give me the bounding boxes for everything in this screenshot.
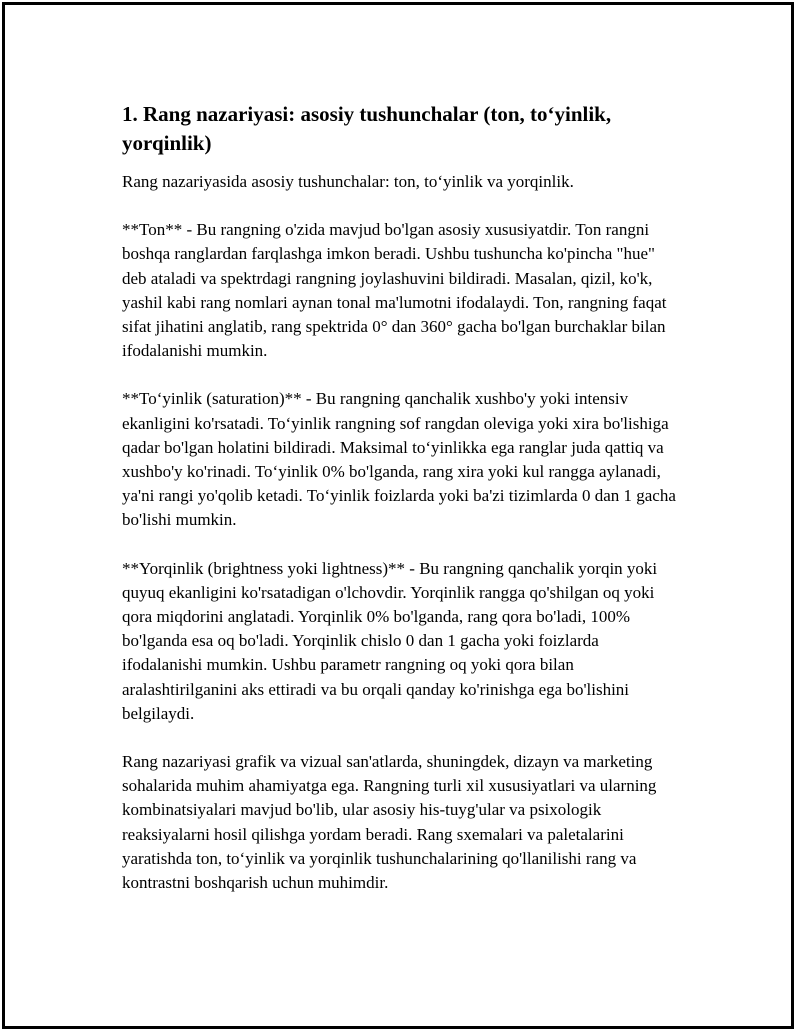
paragraph-conclusion: Rang nazariyasi grafik va vizual san'atlarda, shuningdek, dizayn va marketing sohalarida muhim ahamiyatga ega. Rangning turli xil xususiyatlari va ularning kombinatsiyalari mavjud bo'lib, ular asosiy his-tuyg'ular va psixologik reaksiyalarni hosil qilishga yordam beradi. Rang sxemalari va paletalarini yaratishda ton, to‘yinlik va yorqinlik tushunchalarining qo'llanilishi rang va kontrastni boshqarish uchun muhimdir. <box>122 752 657 893</box>
page-frame <box>2 2 794 1029</box>
document-title: 1. Rang nazariyasi: asosiy tushunchalar (ton, to‘yinlik, yorqinlik) <box>122 102 612 155</box>
document-body <box>122 100 682 919</box>
paragraph-intro: Rang nazariyasida asosiy tushunchalar: ton, to‘yinlik va yorqinlik. <box>122 172 574 191</box>
paragraph-ton: **Ton** - Bu rangning o'zida mavjud bo'lgan asosiy xususiyatdir. Ton rangni boshqa ranglardan farqlashga imkon beradi. Ushbu tushuncha ko'pincha "hue" deb ataladi va spektrdagi rangning joylashuvini bildiradi. Masalan, qizil, ko'k, yashil kabi rang nomlari aynan tonal ma'lumotni ifodalaydi. Ton, rangning faqat sifat jihatini anglatib, rang spektrida 0° dan 360° gacha bo'lgan burchaklar bilan ifodalanishi mumkin. <box>122 220 667 361</box>
paragraph-toyinlik: **To‘yinlik (saturation)** - Bu rangning qanchalik xushbo'y yoki intensiv ekanligini ko'rsatadi. To‘yinlik rangning sof rangdan oleviga yoki xira bo'lishiga qadar bo'lgan holatini bildiradi. Maksimal to‘yinlikka ega ranglar juda qattiq va xushbo'y ko'rinadi. To‘yinlik 0% bo'lganda, rang xira yoki kul rangga aylanadi, ya'ni rangi yo'qolib ketadi. To‘yinlik foizlarda yoki ba'zi tizimlarda 0 dan 1 gacha bo'lishi mumkin. <box>122 389 676 530</box>
paragraph-yorqinlik: **Yorqinlik (brightness yoki lightness)** - Bu rangning qanchalik yorqin yoki quyuq ekanligini ko'rsatadigan o'lchovdir. Yorqinlik rangga qo'shilgan oq yoki qora miqdorini anglatadi. Yorqinlik 0% bo'lganda, rang qora bo'ladi, 100% bo'lganda esa oq bo'ladi. Yorqinlik chislo 0 dan 1 gacha yoki foizlarda ifodalanishi mumkin. Ushbu parametr rangning oq yoki qora bilan aralashtirilganini aks ettiradi va bu orqali qanday ko'rinishga ega bo'lishini belgilaydi. <box>122 558 658 723</box>
